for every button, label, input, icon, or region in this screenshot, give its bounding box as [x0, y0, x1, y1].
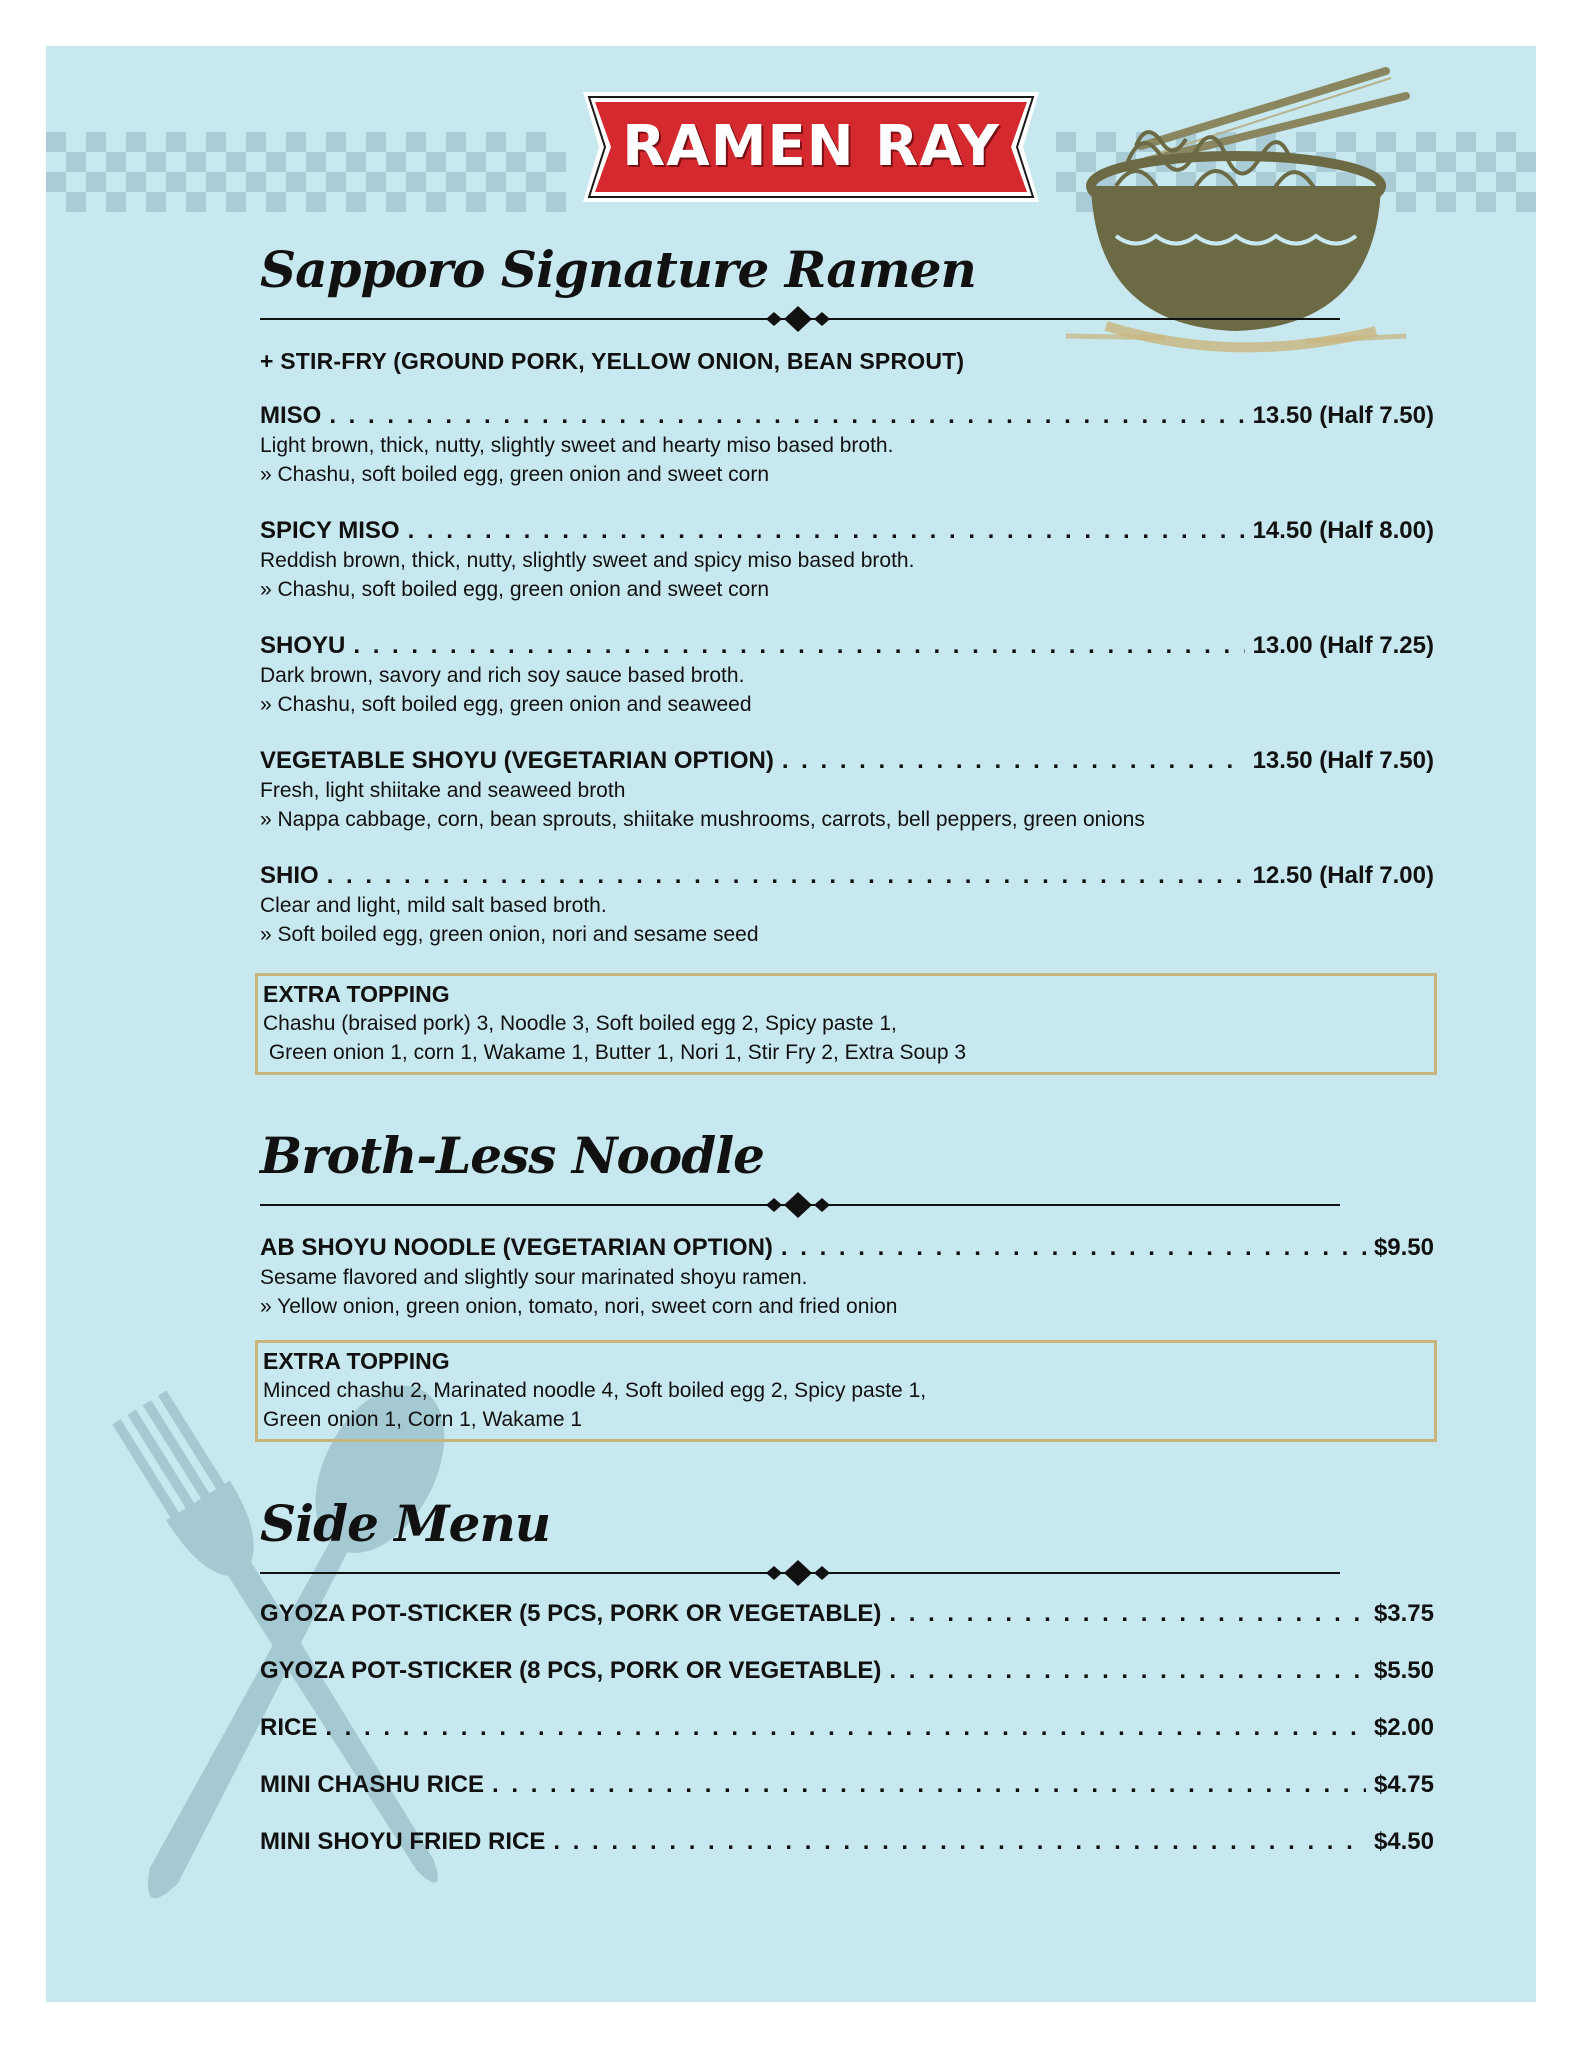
side-menu-item — [260, 1827, 1434, 1857]
item-includes: » Soft boiled egg, green onion, nori and sesame seed — [260, 923, 759, 946]
diamond-divider-icon — [260, 304, 1340, 334]
checker-band-left — [46, 132, 566, 212]
menu-page — [46, 46, 1536, 2002]
item-name: RICE — [260, 1714, 318, 1741]
item-description: Light brown, thick, nutty, slightly sweet and hearty miso based broth. — [260, 434, 894, 457]
extra-topping-box — [255, 1340, 1437, 1442]
item-name: MISO — [260, 402, 322, 429]
item-price: 13.50 (Half 7.50) — [1252, 402, 1434, 429]
item-description: Reddish brown, thick, nutty, slightly sweet and spicy miso based broth. — [260, 549, 915, 572]
menu-item — [260, 1233, 1434, 1321]
dot-leader — [325, 1713, 1366, 1743]
item-name: MINI SHOYU FRIED RICE — [260, 1828, 546, 1855]
dot-leader — [889, 1599, 1366, 1629]
item-price: $9.50 — [1373, 1234, 1434, 1261]
topping-line: Green onion 1, Corn 1, Wakame 1 — [263, 1408, 583, 1431]
topping-line: Minced chashu 2, Marinated noodle 4, Soft boiled egg 2, Spicy paste 1, — [263, 1379, 927, 1402]
restaurant-banner — [583, 92, 1039, 202]
item-price: $2.00 — [1373, 1714, 1434, 1741]
dot-leader — [408, 516, 1245, 546]
item-includes: » Chashu, soft boiled egg, green onion and seaweed — [260, 693, 752, 716]
side-menu-item — [260, 1599, 1434, 1629]
item-includes: » Nappa cabbage, corn, bean sprouts, shiitake mushrooms, carrots, bell peppers, green onions — [260, 808, 1145, 831]
item-name: GYOZA POT-STICKER (5 PCS, PORK OR VEGETABLE) — [260, 1600, 882, 1627]
dot-leader — [353, 631, 1244, 661]
side-menu-item — [260, 1656, 1434, 1686]
topping-title: EXTRA TOPPING — [263, 981, 450, 1007]
item-price: 14.50 (Half 8.00) — [1252, 517, 1434, 544]
dot-leader — [782, 746, 1245, 776]
dot-leader — [553, 1827, 1366, 1857]
diamond-divider-icon — [260, 1558, 1340, 1588]
item-price: 13.50 (Half 7.50) — [1252, 747, 1434, 774]
section-title-brothless: Broth-Less Noodle — [260, 1126, 764, 1185]
dot-leader — [327, 861, 1245, 891]
item-price: $4.75 — [1373, 1771, 1434, 1798]
topping-line: Green onion 1, corn 1, Wakame 1, Butter 1, Nori 1, Stir Fry 2, Extra Soup 3 — [263, 1041, 967, 1064]
item-name: MINI CHASHU RICE — [260, 1771, 485, 1798]
item-name: SHIO — [260, 862, 319, 889]
item-name: AB SHOYU NOODLE (VEGETARIAN OPTION) — [260, 1234, 773, 1261]
item-description: Fresh, light shiitake and seaweed broth — [260, 779, 626, 802]
item-price: $4.50 — [1373, 1828, 1434, 1855]
dot-leader — [492, 1770, 1366, 1800]
section-subtitle-stirfry: + STIR-FRY (GROUND PORK, YELLOW ONION, BEAN SPROUT) — [260, 348, 965, 374]
section-title-side-menu: Side Menu — [260, 1494, 551, 1553]
item-price: 13.00 (Half 7.25) — [1252, 632, 1434, 659]
item-includes: » Chashu, soft boiled egg, green onion and sweet corn — [260, 463, 770, 486]
item-includes: » Yellow onion, green onion, tomato, nori, sweet corn and fried onion — [260, 1295, 898, 1318]
item-name: SPICY MISO — [260, 517, 400, 544]
menu-item — [260, 746, 1434, 834]
item-includes: » Chashu, soft boiled egg, green onion and sweet corn — [260, 578, 770, 601]
topping-line: Chashu (braised pork) 3, Noodle 3, Soft boiled egg 2, Spicy paste 1, — [263, 1012, 897, 1035]
menu-item — [260, 401, 1434, 489]
section-title-sapporo: Sapporo Signature Ramen — [260, 240, 976, 299]
item-description: Clear and light, mild salt based broth. — [260, 894, 607, 917]
item-name: VEGETABLE SHOYU (VEGETARIAN OPTION) — [260, 747, 774, 774]
menu-item — [260, 631, 1434, 719]
item-description: Sesame flavored and slightly sour marinated shoyu ramen. — [260, 1266, 808, 1289]
dot-leader — [781, 1233, 1366, 1263]
item-name: GYOZA POT-STICKER (8 PCS, PORK OR VEGETABLE) — [260, 1657, 882, 1684]
restaurant-title: RAMEN RAY — [622, 114, 1000, 179]
dot-leader — [329, 401, 1244, 431]
item-name: SHOYU — [260, 632, 346, 659]
menu-item — [260, 516, 1434, 604]
topping-title: EXTRA TOPPING — [263, 1348, 450, 1374]
side-menu-item — [260, 1770, 1434, 1800]
item-price: 12.50 (Half 7.00) — [1252, 862, 1434, 889]
side-menu-item — [260, 1713, 1434, 1743]
item-price: $3.75 — [1373, 1600, 1434, 1627]
dot-leader — [889, 1656, 1366, 1686]
diamond-divider-icon — [260, 1190, 1340, 1220]
extra-topping-box — [255, 973, 1437, 1075]
menu-item — [260, 861, 1434, 949]
item-description: Dark brown, savory and rich soy sauce based broth. — [260, 664, 745, 687]
item-price: $5.50 — [1373, 1657, 1434, 1684]
